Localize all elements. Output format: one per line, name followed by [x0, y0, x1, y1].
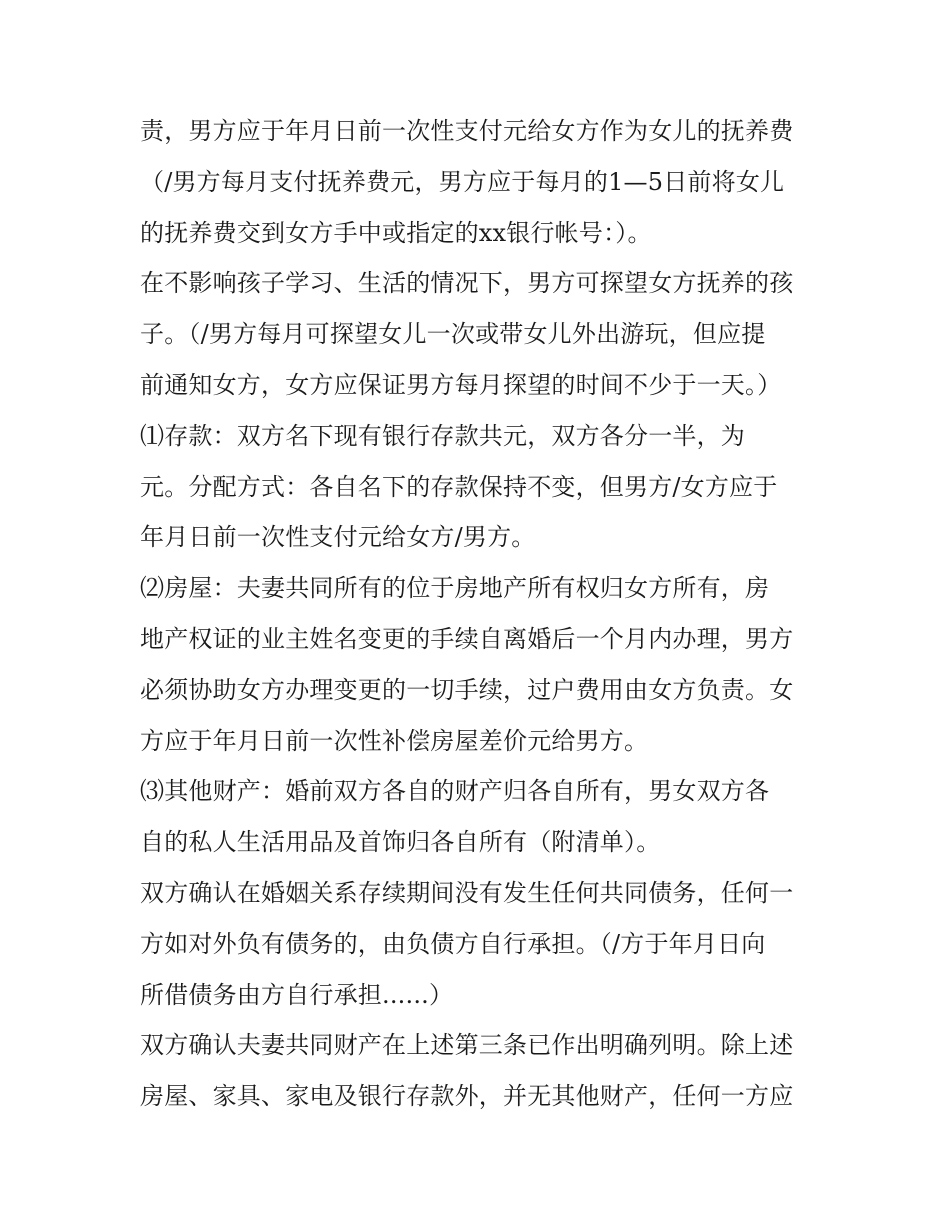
text-line: 责，男方应于年月日前一次性支付元给女方作为女儿的抚养费: [140, 117, 794, 145]
text-line: 地产权证的业主姓名变更的手续自离婚后一个月内办理，男方: [140, 624, 794, 653]
text-line: 年月日前一次性支付元给女方/男方。: [140, 523, 536, 552]
text-line: 双方确认夫妻共同财产在上述第三条已作出明确列明。除上述: [140, 1031, 794, 1060]
document-body: [140, 106, 820, 1122]
text-line: （/男方每月支付抚养费元，男方应于每月的1—5日前将女儿: [140, 167, 785, 196]
text-line: ⑴存款：双方名下现有银行存款共元，双方各分一半，为: [140, 421, 745, 450]
text-line: 方应于年月日前一次性补偿房屋差价元给男方。: [140, 726, 649, 755]
text-line: 元。分配方式：各自名下的存款保持不变，但男方/女方应于: [140, 472, 778, 501]
text-line: 房屋、家具、家电及银行存款外，并无其他财产，任何一方应: [140, 1082, 794, 1111]
text-line: ⑶其他财产：婚前双方各自的财产归各自所有，男女双方各: [140, 777, 770, 806]
text-line: 必须协助女方办理变更的一切手续，过户费用由女方负责。女: [140, 675, 794, 704]
text-line: 在不影响孩子学习、生活的情况下，男方可探望女方抚养的孩: [140, 269, 794, 298]
text-line: ⑵房屋：夫妻共同所有的位于房地产所有权归女方所有，房: [140, 574, 770, 603]
text-line: 的抚养费交到女方手中或指定的xx银行帐号：）。: [140, 218, 652, 247]
text-line: 方如对外负有债务的，由负债方自行承担。（/方于年月日向: [140, 929, 766, 958]
text-line: 自的私人生活用品及首饰归各自所有（附清单）。: [140, 828, 661, 857]
text-line: 前通知女方，女方应保证男方每月探望的时间不少于一天。）: [140, 370, 782, 399]
text-line: 所借债务由方自行承担......）: [140, 980, 454, 1009]
text-line: 双方确认在婚姻关系存续期间没有发生任何共同债务，任何一: [140, 878, 794, 907]
text-line: 子。（/男方每月可探望女儿一次或带女儿外出游玩，但应提: [140, 320, 766, 349]
